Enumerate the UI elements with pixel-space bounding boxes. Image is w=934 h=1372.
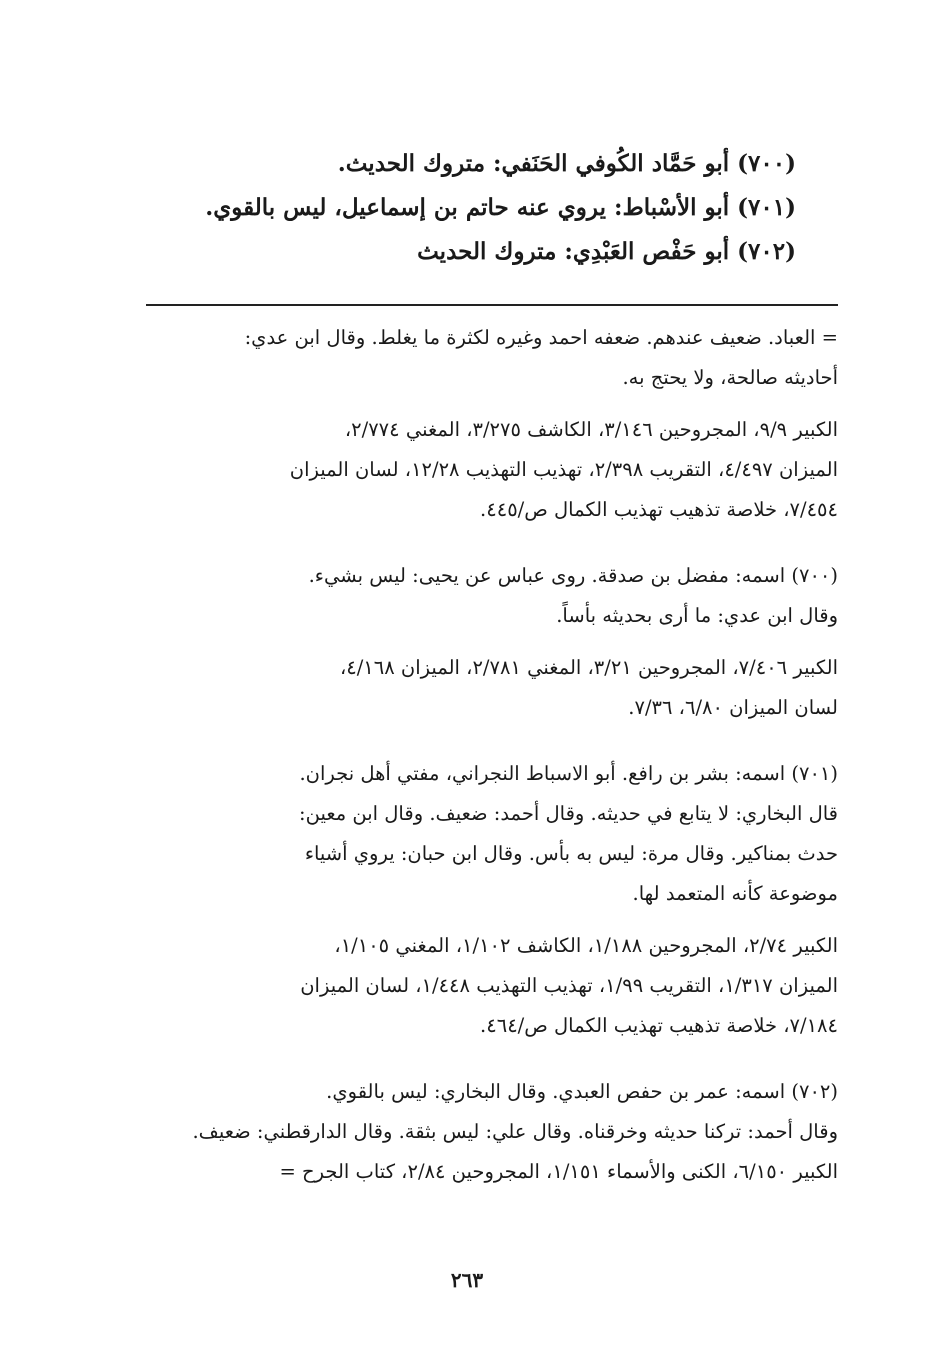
footnote-line: لسان الميزان ٦/٨٠، ٧/٣٦. (628, 696, 838, 719)
footnote-line: = العباد. ضعيف عندهم. ضعفه احمد وغيره لكثرة ما يغلط. وقال ابن عدي: (244, 326, 838, 349)
footnote-702 (134, 1072, 838, 1192)
footnote-701-references (134, 926, 838, 1046)
footnote-line: وقال أحمد: تركنا حديثه وخرقناه. وقال علي: ليس بثقة. وقال الدارقطني: ضعيف. (192, 1120, 838, 1143)
footnote-divider (146, 304, 838, 306)
entry-702: (٧٠٢) أبو حَفْص العَبْدِي: متروك الحديث (417, 238, 796, 265)
footnote-700 (134, 556, 838, 636)
footnote-701 (134, 754, 838, 914)
footnote-line: الكبير ٧/٤٠٦، المجروحين ٣/٢١، المغني ٢/٧٨١، الميزان ٤/١٦٨، (339, 656, 838, 679)
footnote-line: الميزان ١/٣١٧، التقريب ١/٩٩، تهذيب التهذيب ١/٤٤٨، لسان الميزان (300, 974, 838, 997)
main-text (130, 142, 796, 274)
footnote-line: ٧/٤٥٤، خلاصة تذهيب تهذيب الكمال ص/٤٤٥. (480, 498, 838, 521)
footnote-line: الكبير ٩/٩، المجروحين ٣/١٤٦، الكاشف ٣/٢٧٥، المغني ٢/٧٧٤، (344, 418, 838, 441)
footnote-line: موضوعة كأنه المتعمد لها. (632, 882, 838, 905)
footnote-line: قال البخاري: لا يتابع في حديثه. وقال أحمد: ضعيف. وقال ابن معين: (299, 802, 838, 825)
entry-701: (٧٠١) أبو الأسْباط: يروي عنه حاتم بن إسماعيل، ليس بالقوي. (205, 194, 796, 221)
footnote-references (134, 410, 838, 530)
footnote-line: الكبير ٢/٧٤، المجروحين ١/١٨٨، الكاشف ١/١٠٢، المغني ١/١٠٥، (334, 934, 838, 957)
footnote-continuation (134, 318, 838, 398)
entry-700: (٧٠٠) أبو حَمَّاد الكُوفي الحَنَفي: متروك الحديث. (337, 150, 796, 177)
footnote-line: الكبير ٦/١٥٠، الكنى والأسماء ١/١٥١، المجروحين ٢/٨٤، كتاب الجرح = (279, 1160, 838, 1183)
footnote-line: ٧/١٨٤، خلاصة تذهيب تهذيب الكمال ص/٤٦٤. (480, 1014, 838, 1037)
footnote-line: (٧٠١) اسمه: بشر بن رافع. أبو الاسباط النجراني، مفتي أهل نجران. (299, 762, 838, 785)
footnote-line: أحاديثه صالحة، ولا يحتج به. (622, 366, 838, 389)
footnote-line: (٧٠٠) اسمه: مفضل بن صدقة. روى عباس عن يحيى: ليس بشيء. (308, 564, 838, 587)
footnote-line: الميزان ٤/٤٩٧، التقريب ٢/٣٩٨، تهذيب التهذيب ١٢/٢٨، لسان الميزان (289, 458, 838, 481)
footnotes (134, 318, 838, 1204)
footnote-line: وقال ابن عدي: ما أرى بحديثه بأساً. (556, 604, 838, 627)
footnote-700-references (134, 648, 838, 728)
footnote-line: (٧٠٢) اسمه: عمر بن حفص العبدي. وقال البخاري: ليس بالقوي. (326, 1080, 838, 1103)
page-number: ٢٦٣ (450, 1268, 484, 1292)
footnote-line: حدث بمناكير. وقال مرة: ليس به بأس. وقال ابن حبان: يروي أشياء (304, 842, 838, 865)
